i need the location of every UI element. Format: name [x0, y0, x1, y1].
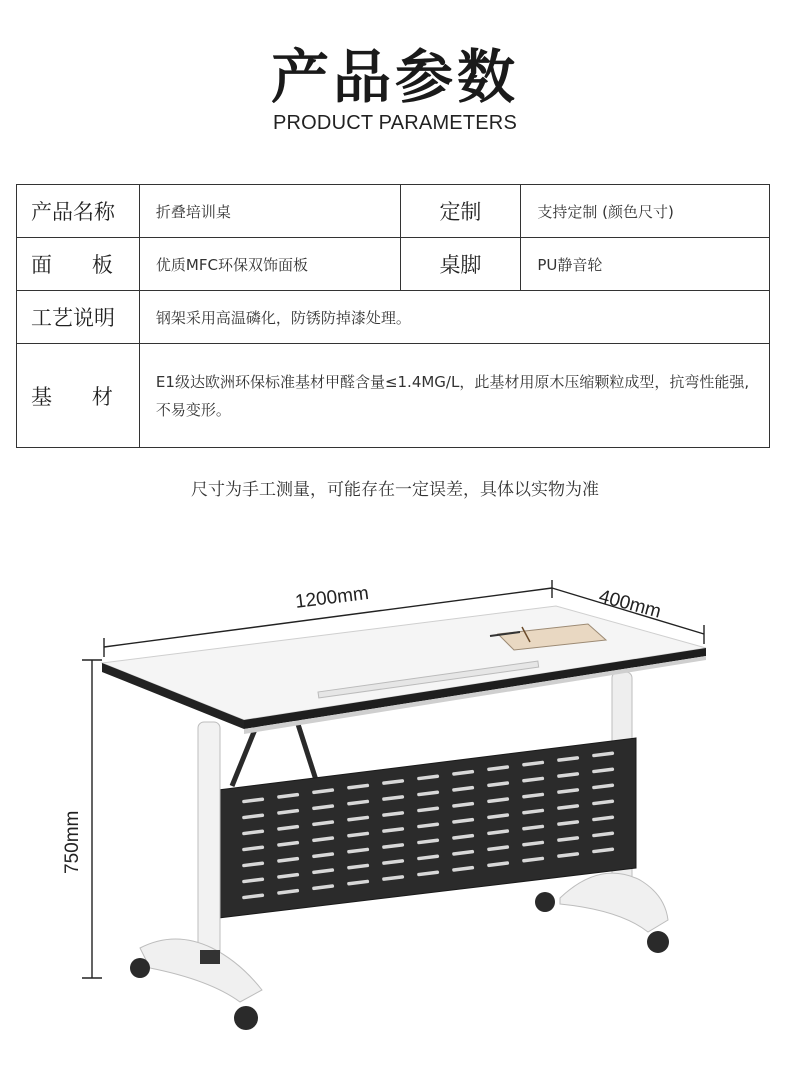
param-value-product-name: 折叠培训桌 [139, 185, 400, 238]
length-dimension-label: 1200mm [294, 582, 370, 613]
param-value-legs: PU静音轮 [521, 238, 770, 291]
param-label-panel-char1: 面 [31, 253, 52, 277]
table-row [17, 291, 770, 344]
param-label-legs: 桌脚 [400, 238, 521, 291]
measurement-note: 尺寸为手工测量，可能存在一定误差，具体以实物为准 [191, 480, 599, 500]
param-label-panel-char2: 板 [91, 253, 113, 277]
param-label-substrate-char1: 基 [31, 384, 52, 409]
param-label-panel [17, 238, 140, 291]
parameters-table [16, 184, 770, 448]
table-row [17, 344, 770, 448]
table-row [17, 185, 770, 238]
param-value-custom: 支持定制 (颜色尺寸) [521, 185, 770, 238]
param-label-product-name: 产品名称 [17, 185, 140, 238]
param-label-substrate-char2: 材 [91, 384, 113, 409]
page-title: 产品参数 [270, 43, 519, 111]
folding-table-illustration [0, 560, 790, 1069]
depth-dimension-label: 400mm [596, 586, 664, 623]
param-value-process: 钢架采用高温磷化，防锈防掉漆处理。 [139, 291, 769, 344]
param-value-panel: 优质MFC环保双饰面板 [139, 238, 400, 291]
page-subtitle: PRODUCT PARAMETERS [272, 112, 517, 134]
param-value-substrate: E1级达欧洲环保标准基材甲醛含量≤1.4MG/L，此基材用原木压缩颗粒成型，抗弯性能强,不易变形。 [139, 344, 769, 448]
param-label-substrate [17, 344, 140, 448]
height-dimension-label: 750mm [62, 810, 83, 874]
table-row [17, 238, 770, 291]
param-label-custom: 定制 [400, 185, 521, 238]
param-label-process: 工艺说明 [17, 291, 140, 344]
